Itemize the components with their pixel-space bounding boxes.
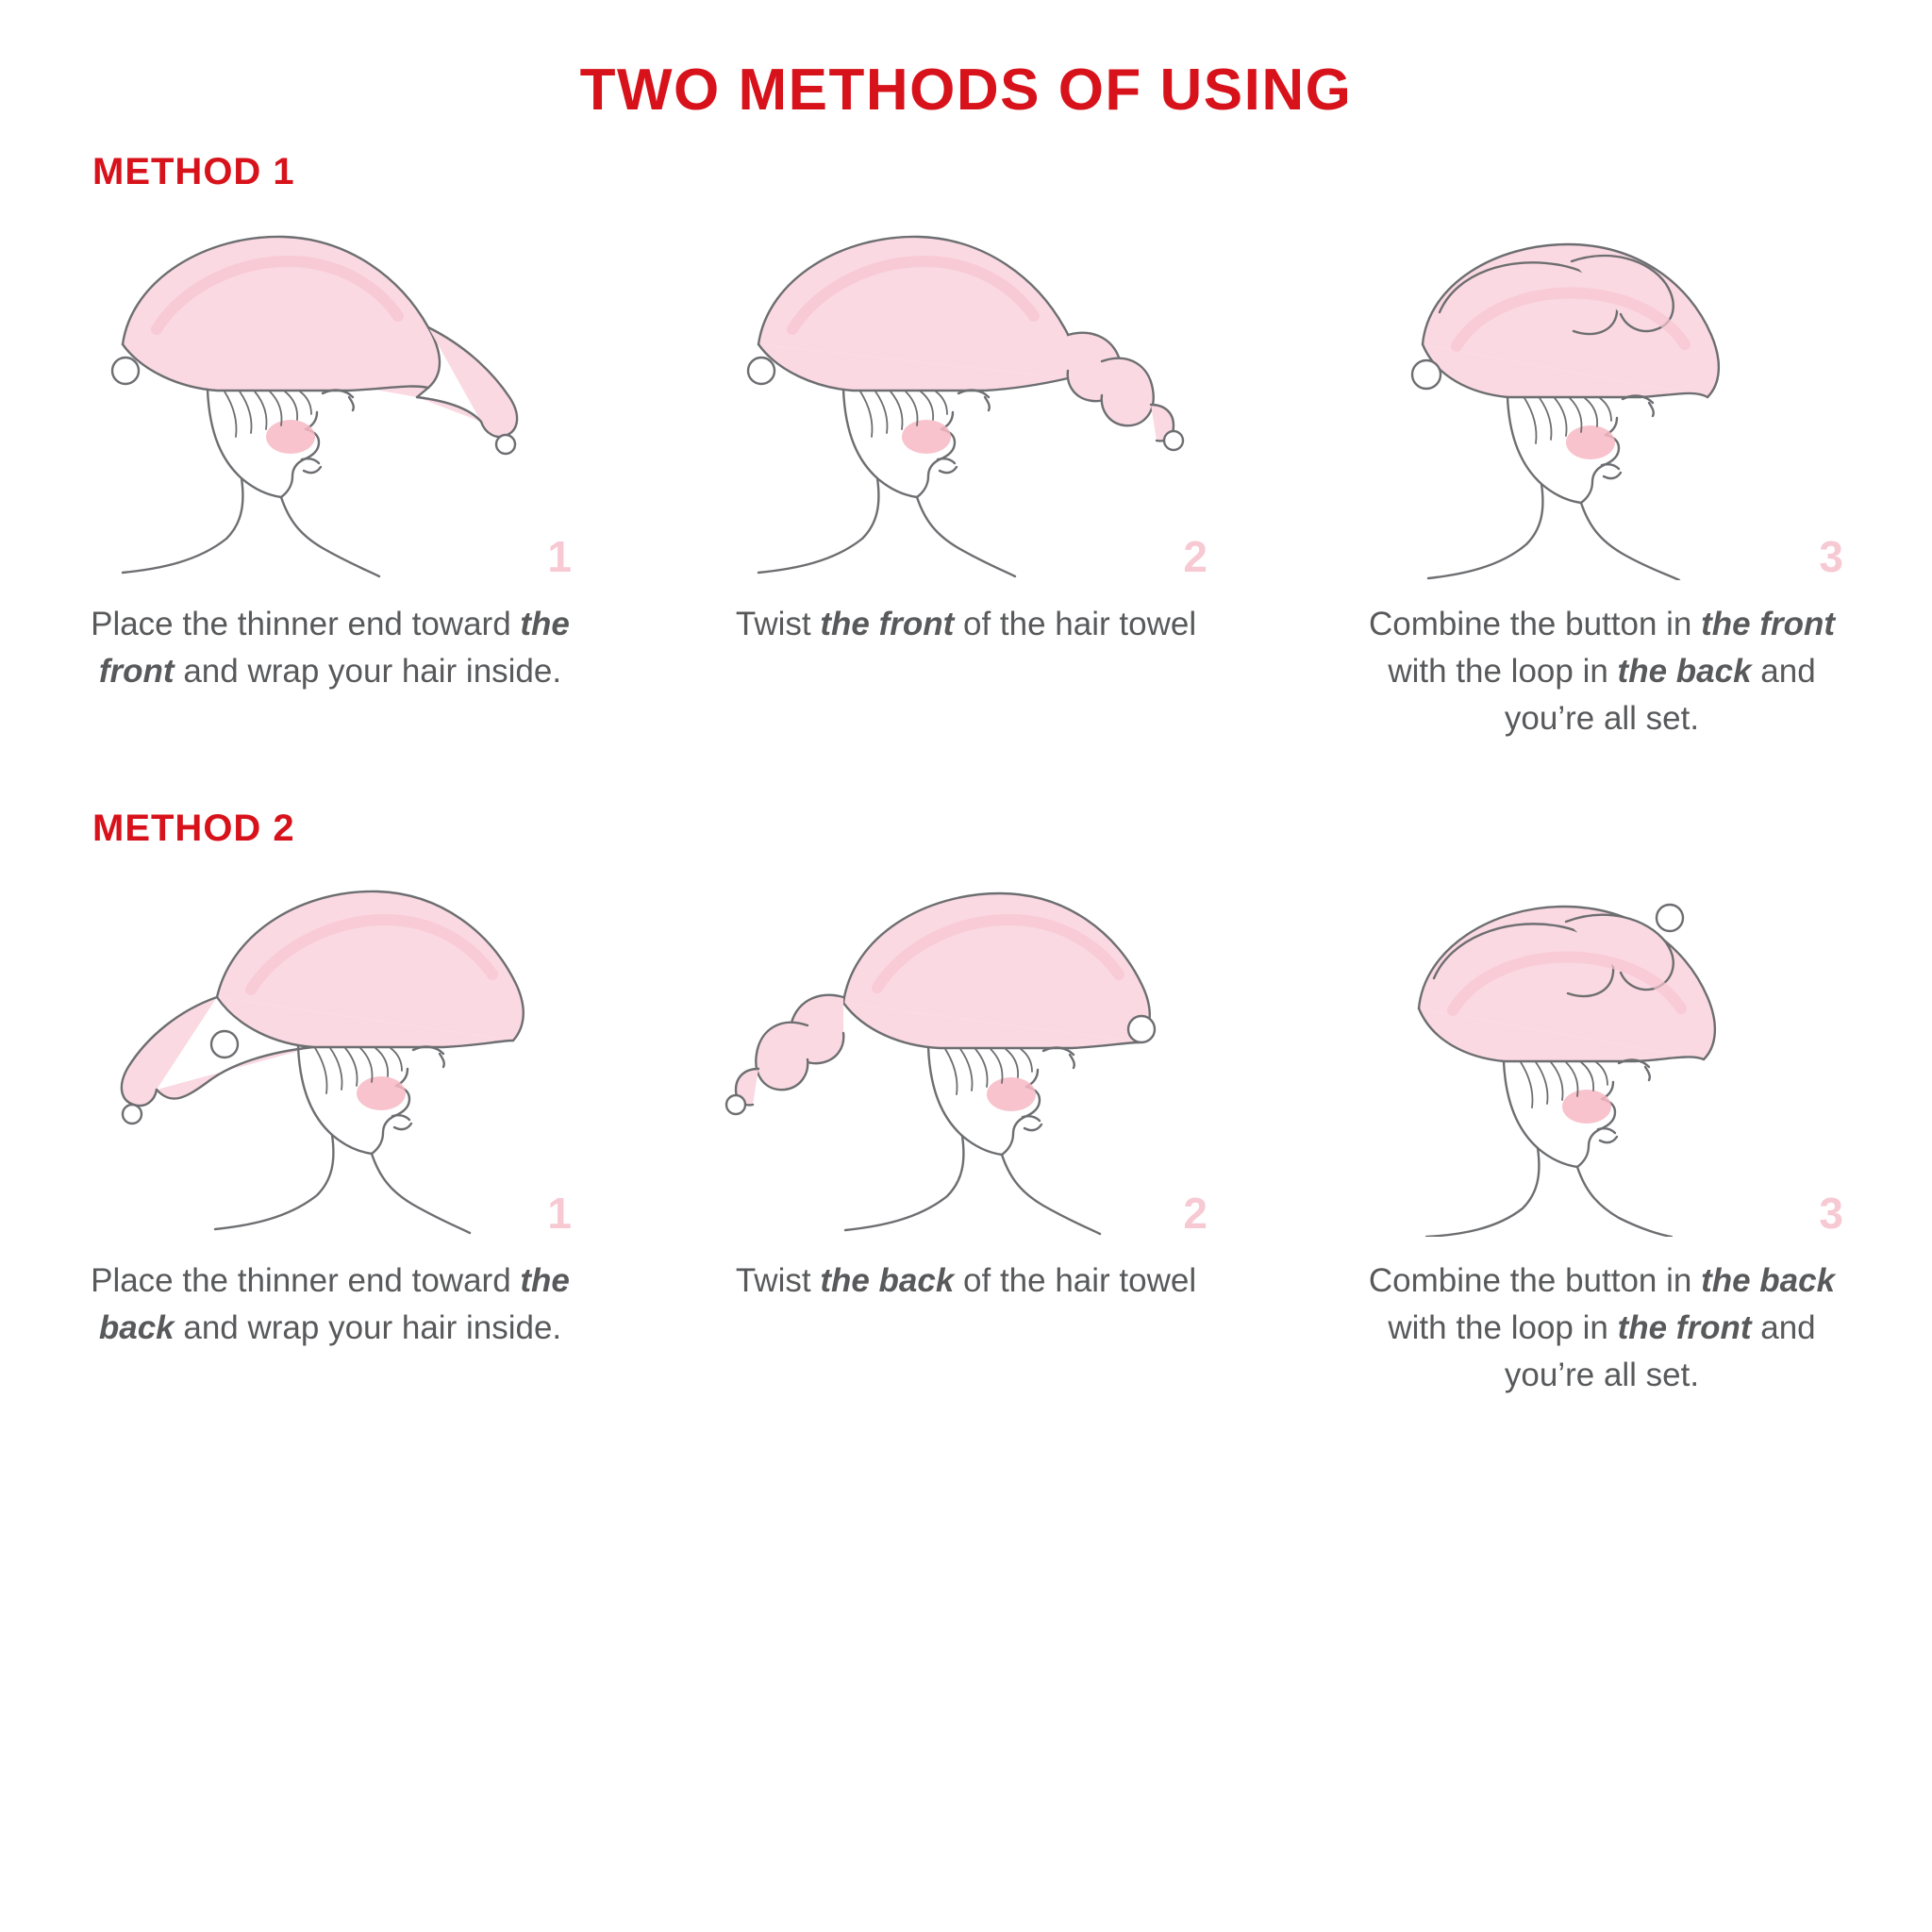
step-caption: Place the thinner end toward the front and wrap your hair inside. <box>91 606 570 690</box>
method-1-label: METHOD 1 <box>92 151 295 193</box>
step-number: 2 <box>1183 1189 1208 1239</box>
figure-woman-twisting-back <box>702 859 1230 1237</box>
step-card <box>674 203 1258 741</box>
figure-woman-twisting-front <box>702 203 1230 580</box>
step-caption: Twist the back of the hair towel <box>735 1262 1197 1300</box>
method-1-steps <box>0 203 1932 741</box>
figure-woman-towel-thin-end-front <box>66 203 594 580</box>
step-card <box>1309 203 1894 741</box>
method-block-1 <box>0 151 1932 741</box>
step-number: 3 <box>1819 532 1843 582</box>
method-2-label: METHOD 2 <box>92 808 295 850</box>
step-caption: Combine the button in the front with the loop in the back and you’re all set. <box>1368 606 1836 737</box>
step-card <box>674 859 1258 1398</box>
step-card <box>1309 859 1894 1398</box>
step-number: 2 <box>1183 532 1208 582</box>
page-title: TWO METHODS OF USING <box>579 58 1353 123</box>
step-card <box>38 859 623 1398</box>
method-block-2 <box>0 808 1932 1398</box>
figure-woman-towel-buttoned <box>1338 203 1866 580</box>
method-2-steps <box>0 859 1932 1398</box>
step-number: 3 <box>1819 1189 1843 1239</box>
step-number: 1 <box>547 1189 572 1239</box>
step-card <box>38 203 623 741</box>
figure-woman-towel-buttoned-front-loop <box>1338 859 1866 1237</box>
figure-woman-towel-thin-end-back <box>66 859 594 1237</box>
step-caption: Twist the front of the hair towel <box>735 606 1197 643</box>
step-caption: Place the thinner end toward the back and wrap your hair inside. <box>91 1262 570 1346</box>
step-number: 1 <box>547 532 572 582</box>
step-caption: Combine the button in the back with the loop in the front and you’re all set. <box>1368 1262 1836 1393</box>
